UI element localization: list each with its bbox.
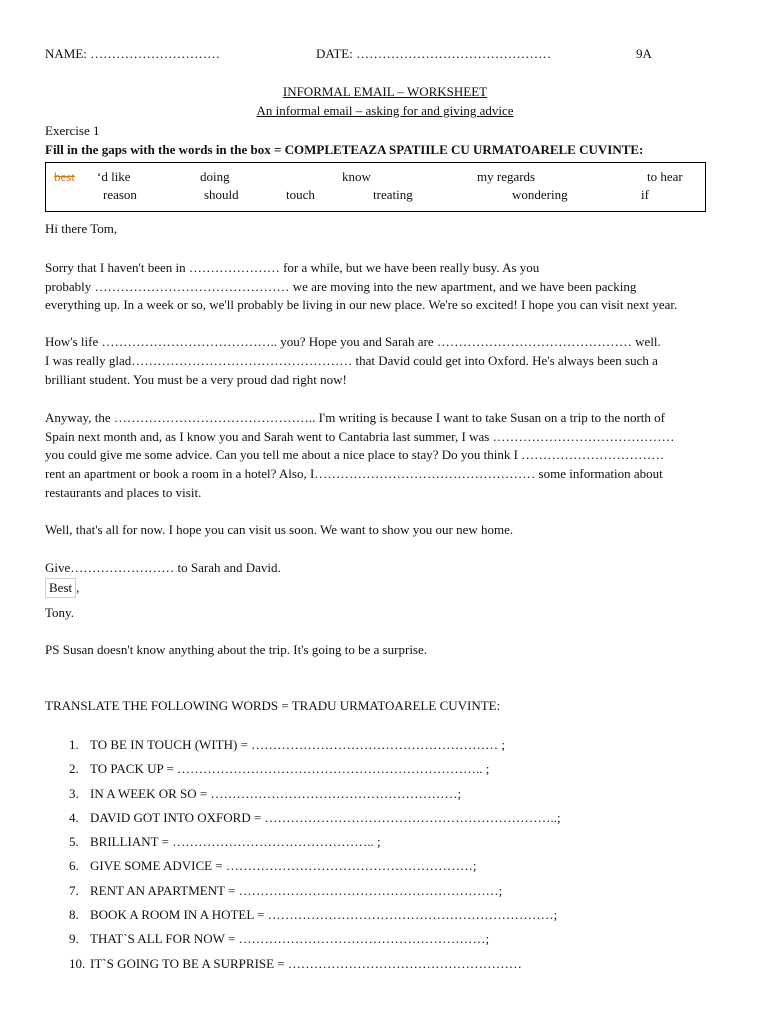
email-text-line: Sorry that I haven't been in ………………… for a while, but we have been really busy. As you xyxy=(45,260,540,275)
email-text-line: Anyway, the ……………………………………….. I'm writing is because I want to take Susan on a trip to the north of xyxy=(45,410,665,425)
word-know: know xyxy=(342,169,371,184)
name-field: NAME: ………………………… xyxy=(45,46,221,61)
worksheet-title: INFORMAL EMAIL – WORKSHEET xyxy=(282,84,488,99)
exercise-instruction: Fill in the gaps with the words in the box = COMPLETEAZA SPATIILE CU URMATOARELE CUVINTE: xyxy=(45,142,644,157)
word-treating: treating xyxy=(373,187,413,202)
email-text-line: I was really glad…………………………………………… that David could get into Oxford. He's always been such a xyxy=(45,353,658,368)
word-my-regards: my regards xyxy=(477,169,536,184)
word-box xyxy=(45,162,706,212)
email-ps: PS Susan doesn't know anything about the trip. It's going to be a surprise. xyxy=(45,642,428,657)
list-item: 6. GIVE SOME ADVICE = …………………………………………………; xyxy=(69,858,477,874)
word-reason: reason xyxy=(103,187,137,202)
sign-off-comma: , xyxy=(76,580,80,595)
worksheet-subtitle: An informal email – asking for and giving advice xyxy=(256,103,514,118)
word-if: if xyxy=(641,187,649,202)
email-text-line: How's life ………………………………….. you? Hope you and Sarah are ……………………………………… well. xyxy=(45,334,661,349)
email-text-line: everything up. In a week or so, we'll probably be living in our new place. We're so excited! I hope you can visit next year. xyxy=(45,297,678,312)
word-wondering: wondering xyxy=(512,187,568,202)
email-text-line: brilliant student. You must be a very proud dad right now! xyxy=(45,372,347,387)
email-text-line: Well, that's all for now. I hope you can visit us soon. We want to show you our new home. xyxy=(45,522,514,537)
exercise-label: Exercise 1 xyxy=(45,123,100,138)
word-should: should xyxy=(204,187,239,202)
translate-heading: TRANSLATE THE FOLLOWING WORDS = TRADU URMATOARELE CUVINTE: xyxy=(45,698,501,713)
email-text-line: Spain next month and, as I know you and Sarah went to Cantabria last summer, I was …………………………………… xyxy=(45,429,675,444)
list-item: 5. BRILLIANT = ……………………………………….. ; xyxy=(69,834,381,850)
email-sign-off xyxy=(45,578,79,598)
email-text-line: rent an apartment or book a room in a hotel? Also, I…………………………………………… some information about xyxy=(45,466,663,481)
email-signature: Tony. xyxy=(45,605,74,620)
email-text-line: probably ……………………………………… we are moving into the new apartment, and we have been packing xyxy=(45,279,637,294)
date-field: DATE: ……………………………………… xyxy=(316,46,552,61)
email-text-line: restaurants and places to visit. xyxy=(45,485,202,500)
list-item: 3. IN A WEEK OR SO = …………………………………………………; xyxy=(69,785,462,801)
translate-list xyxy=(69,733,561,976)
email-greeting: Hi there Tom, xyxy=(45,221,118,236)
list-item: 10. IT`S GOING TO BE A SURPRISE = ……………………………………………… xyxy=(69,955,522,971)
email-text-line: you could give me some advice. Can you tell me about a nice place to stay? Do you think I …………………………… xyxy=(45,447,665,462)
word-doing: doing xyxy=(200,169,230,184)
word-touch: touch xyxy=(286,187,315,202)
word-d-like: ‘d like xyxy=(97,169,131,184)
word-best-crossed: best xyxy=(54,169,75,184)
list-item: 8. BOOK A ROOM IN A HOTEL = …………………………………………………………; xyxy=(69,907,558,923)
sign-off-best: Best xyxy=(45,578,76,598)
list-item: 2. TO PACK UP = …………………………………………………………….. ; xyxy=(69,761,490,777)
word-to-hear: to hear xyxy=(647,169,683,184)
list-item: 7. RENT AN APARTMENT = ……………………………………………………; xyxy=(69,882,503,898)
email-give-regards: Give…………………… to Sarah and David. xyxy=(45,560,281,575)
list-item: 1. TO BE IN TOUCH (WITH) = ………………………………………………… ; xyxy=(69,737,506,752)
list-item: 9. THAT`S ALL FOR NOW = …………………………………………………; xyxy=(69,931,490,947)
list-item: 4. DAVID GOT INTO OXFORD = …………………………………………………………..; xyxy=(69,809,561,825)
class-label: 9A xyxy=(636,46,652,61)
